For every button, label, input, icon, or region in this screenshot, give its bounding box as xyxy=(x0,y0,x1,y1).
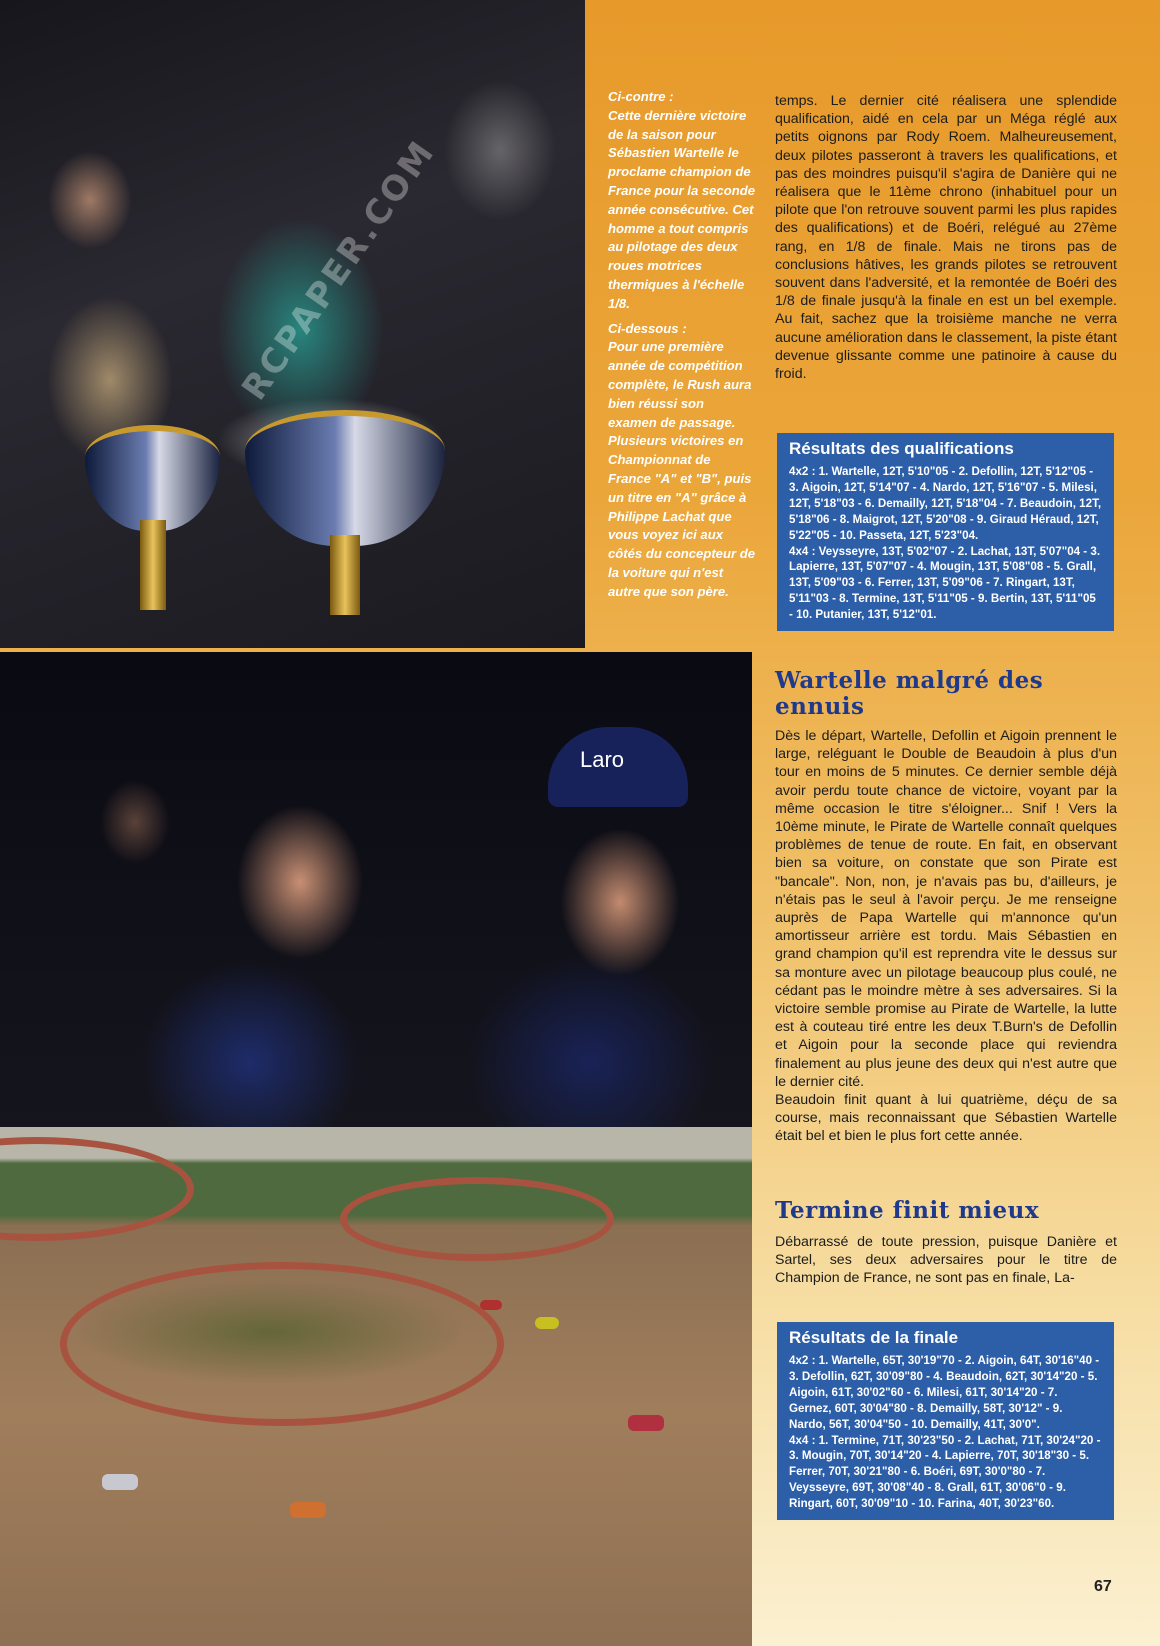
caption-bottom-label: Ci-dessous : xyxy=(608,320,687,336)
qualification-results-4x4: 4x4 : Veysseyre, 13T, 5'02"07 - 2. Lachat, 13T, 5'07"04 - 3. Lapierre, 13T, 5'07"07 - 4. Mougin, 13T, 5'08"08 - 5. Grall, 13T, 5'09"03 - 6. Ferrer, 13T, 5'09"06 - 7. Ringart, 13T, 5'11"03 - 8. Termine, 13T, 5'11"05 - 9. Bertin, 13T, 5'11"05 - 10. Putanier, 13T, 5'12"01. xyxy=(789,544,1101,622)
caption-top-label: Ci-contre : xyxy=(608,89,674,104)
photo-trophies xyxy=(0,0,585,648)
finale-results-4x4: 4x4 : 1. Termine, 71T, 30'23"50 - 2. Lachat, 71T, 30'24"20 - 3. Mougin, 70T, 30'14"20 - 4. Lapierre, 70T, 30'18"30 - 5. Ferrer, 70T, 30'21"80 - 6. Boéri, 69T, 30'0"80 - 7. Veysseyre, 69T, 30'08"40 - 8. Grall, 61T, 30'06"0 - 9. Ringart, 60T, 30'09"10 - 10. Farina, 40T, 30'23"60. xyxy=(789,1433,1101,1511)
intro-paragraph: temps. Le dernier cité réalisera une splendide qualification, aidé en cela par un Méga réglé aux petits oignons par Rody Roem. Malheureusement, deux pilotes passeront à travers les qualifications, et pas des moindres puisqu'il s'agira de Danière qui ne réalisera que le 11ème chrono (inhabituel pour un pilote que l'on retrouve souvent parmi les plus rapides des qualifications) et de Boéri, relégué au 27ème rang, en 1/8 de finale. Mais ne tirons pas de conclusions hâtives, les grands pilotes se retrouvent souvent dans l'adversité, et la remontée de Boéri des 1/8 de finale jusqu'à la finale en est un bel exemple. Au fait, sachez que la troisième manche ne verra aucune amélioration dans le classement, la piste étant devenue glissante comme une patinoire à cause du froid. xyxy=(775,93,1117,383)
caption-top-text: Cette dernière victoire de la saison pour Sébastien Wartelle le proclame champion de France pour la seconde année consécutive. Cet homme a tout compris au pilotage des deux roues motrices thermiques à l'échelle 1/8. xyxy=(608,107,755,311)
intro-text-block xyxy=(775,92,1117,383)
caption-bottom-text: Pour une première année de compétition complète, le Rush aura bien réussi son examen de passage. Plusieurs victoires en Championnat de France "A" et "B", puis un titre en "A" grâce à Philippe Lachat que vous voyez ici aux côtés du concepteur de la voiture qui n'est autre que son père. xyxy=(608,339,755,599)
cap-logo-text: Laro xyxy=(580,747,625,772)
section-heading-termine: Termine finit mieux xyxy=(775,1197,1040,1224)
section-heading-wartelle: Wartelle malgré des ennuis xyxy=(775,667,1044,720)
qualification-results-4x2: 4x2 : 1. Wartelle, 12T, 5'10"05 - 2. Defollin, 12T, 5'12"05 - 3. Aigoin, 12T, 5'14"07 - 4. Nardo, 12T, 5'16"07 - 5. Milesi, 12T, 5'18"03 - 6. Demailly, 12T, 5'18"04 - 7. Beaudoin, 12T, 5'18"06 - 8. Maigrot, 12T, 5'20"08 - 9. Giraud Héraud, 12T, 5'22"05 - 10. Passeta, 12T, 5'23"04. xyxy=(789,465,1102,542)
watermark-text: RCPAPER.COM xyxy=(234,132,444,408)
section-wartelle-text xyxy=(775,727,1117,1146)
finale-results-4x2: 4x2 : 1. Wartelle, 65T, 30'19"70 - 2. Aigoin, 64T, 30'16"40 - 3. Defollin, 62T, 30'09"80 - 4. Beaudoin, 62T, 30'14"20 - 5. Aigoin, 61T, 30'02"60 - 6. Milesi, 61T, 30'14"20 - 7. Gernez, 60T, 30'04"80 - 8. Demailly, 58T, 30'12" - 9. Nardo, 56T, 30'04"50 - 10. Demailly, 41T, 30'0". xyxy=(789,1354,1100,1431)
photo-portrait xyxy=(0,652,752,1127)
section-wartelle-paragraph-2: Beaudoin finit quant à lui quatrième, déçu de sa course, mais reconnaissant que Sébastien Wartelle était bel et bien le plus fort cette année. xyxy=(775,1092,1117,1145)
qualification-results-box xyxy=(777,433,1114,631)
page-number: 67 xyxy=(1094,1578,1112,1595)
section-wartelle-paragraph-1: Dès le départ, Wartelle, Defollin et Aigoin prennent le large, reléguant le Double de Beaudoin à plus d'un tour en moins de 5 minutes. Ce dernier semble déjà avoir perdu toute chance de victoire, voyant par la même occasion le titre s'éloigner... Snif ! Vers la 10ème minute, le Pirate de Wartelle connaît quelques problèmes de tenue de route. En fait, en observant bien sa voiture, on constate que son Pirate est "bancale". Non, non, je n'avais pas bu, d'ailleurs, je n'étais pas le seul à l'avoir perçu. Je me renseigne auprès de Papa Wartelle qui m'annonce qu'un amortisseur arrière est tordu. Mais Sébastien en grand champion qu'il est reprendra vite le dessus sur sa monture avec un pilotage beaucoup plus coulé, ne cédant pas le moindre mètre à ses adversaires. Si la victoire semble promise au Pirate de Wartelle, la lutte est à couteau tiré entre les deux T.Burn's de Defollin et Aigoin pour la seconde place qui reviendra finalement au plus jeune des deux qui n'est autre que le dernier cité. xyxy=(775,728,1117,1090)
photo-caption xyxy=(608,88,756,608)
photo-track xyxy=(0,1127,752,1646)
section-termine-text xyxy=(775,1233,1117,1288)
finale-results-title: Résultats de la finale xyxy=(789,1328,959,1347)
qualification-results-title: Résultats des qualifications xyxy=(789,439,1014,458)
finale-results-box xyxy=(777,1322,1114,1520)
section-termine-paragraph-1: Débarrassé de toute pression, puisque Danière et Sartel, ses deux adversaires pour le titre de Champion de France, ne sont pas en finale, La- xyxy=(775,1234,1117,1287)
